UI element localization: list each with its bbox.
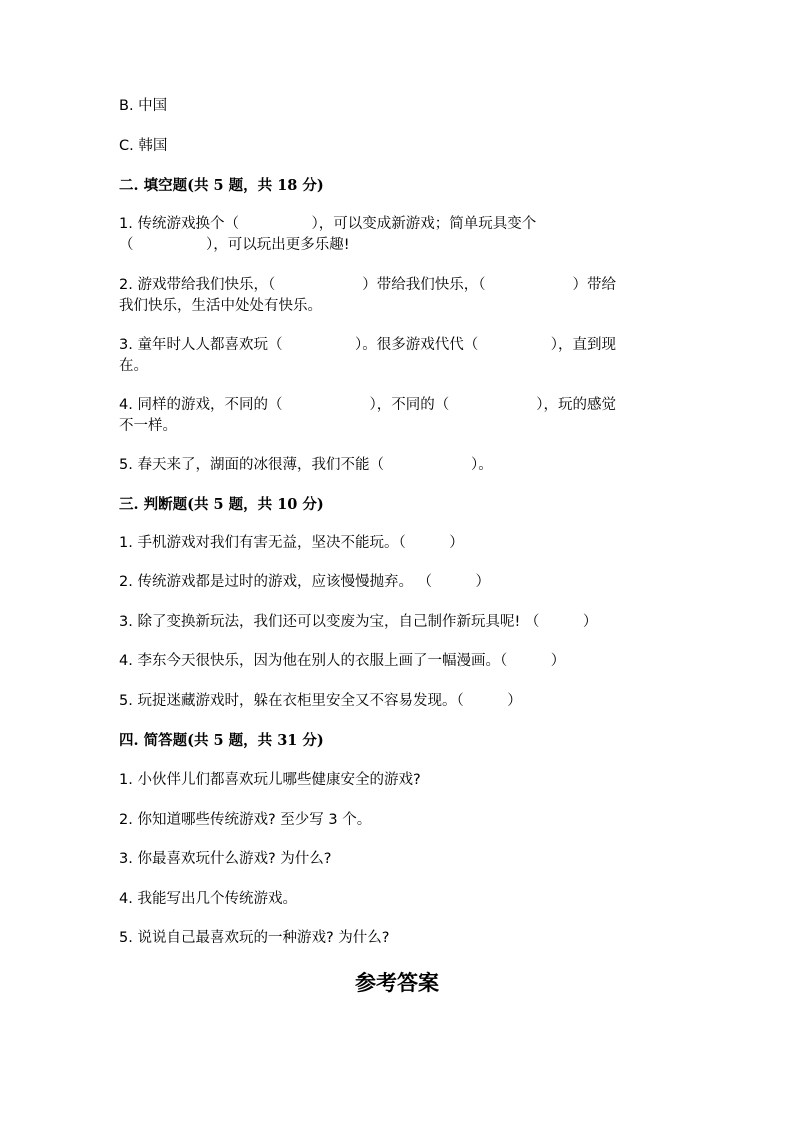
- judge-question-2: 2. 传统游戏都是过时的游戏，应该慢慢抛弃。 （ ）: [119, 574, 491, 590]
- fill-question-2-line-1: 2. 游戏带给我们快乐，（ ）带给我们快乐，（ ）带给: [119, 277, 616, 293]
- option-c: C. 韩国: [119, 138, 168, 154]
- short-question-3: 3. 你最喜欢玩什么游戏? 为什么?: [119, 851, 332, 867]
- fill-question-5: 5. 春天来了，湖面的冰很薄，我们不能（ ）。: [119, 457, 493, 473]
- short-question-4: 4. 我能写出几个传统游戏。: [119, 891, 297, 907]
- fill-question-1-line-2: （ ），可以玩出更多乐趣!: [119, 237, 350, 253]
- judge-question-4: 4. 李东今天很快乐，因为他在别人的衣服上画了一幅漫画。（ ）: [119, 653, 566, 669]
- fill-question-4-line-2: 不一样。: [119, 418, 177, 434]
- fill-question-4-line-1: 4. 同样的游戏，不同的（ ），不同的（ ），玩的感觉: [119, 397, 616, 413]
- option-b: B. 中国: [119, 98, 168, 114]
- section-heading-judge: 三. 判断题(共 5 题，共 10 分): [119, 496, 324, 513]
- section-heading-short-answer: 四. 简答题(共 5 题，共 31 分): [119, 732, 324, 749]
- judge-question-3: 3. 除了变换新玩法，我们还可以变废为宝，自己制作新玩具呢! （ ）: [119, 614, 598, 630]
- section-heading-fill-in: 二. 填空题(共 5 题，共 18 分): [119, 177, 324, 194]
- judge-question-1: 1. 手机游戏对我们有害无益，坚决不能玩。（ ）: [119, 535, 464, 551]
- fill-question-3-line-1: 3. 童年时人人都喜欢玩（ ）。很多游戏代代（ ），直到现: [119, 337, 616, 353]
- judge-question-5: 5. 玩捉迷藏游戏时，躲在衣柜里安全又不容易发现。（ ）: [119, 693, 522, 709]
- short-question-5: 5. 说说自己最喜欢玩的一种游戏? 为什么?: [119, 930, 390, 946]
- short-question-2: 2. 你知道哪些传统游戏? 至少写 3 个。: [119, 812, 372, 828]
- fill-question-2-line-2: 我们快乐，生活中处处有快乐。: [119, 298, 322, 314]
- answer-key-title: 参考答案: [355, 970, 439, 995]
- short-question-1: 1. 小伙伴儿们都喜欢玩儿哪些健康安全的游戏?: [119, 772, 421, 788]
- fill-question-3-line-2: 在。: [119, 358, 148, 374]
- fill-question-1-line-1: 1. 传统游戏换个（ ），可以变成新游戏；简单玩具变个: [119, 216, 537, 232]
